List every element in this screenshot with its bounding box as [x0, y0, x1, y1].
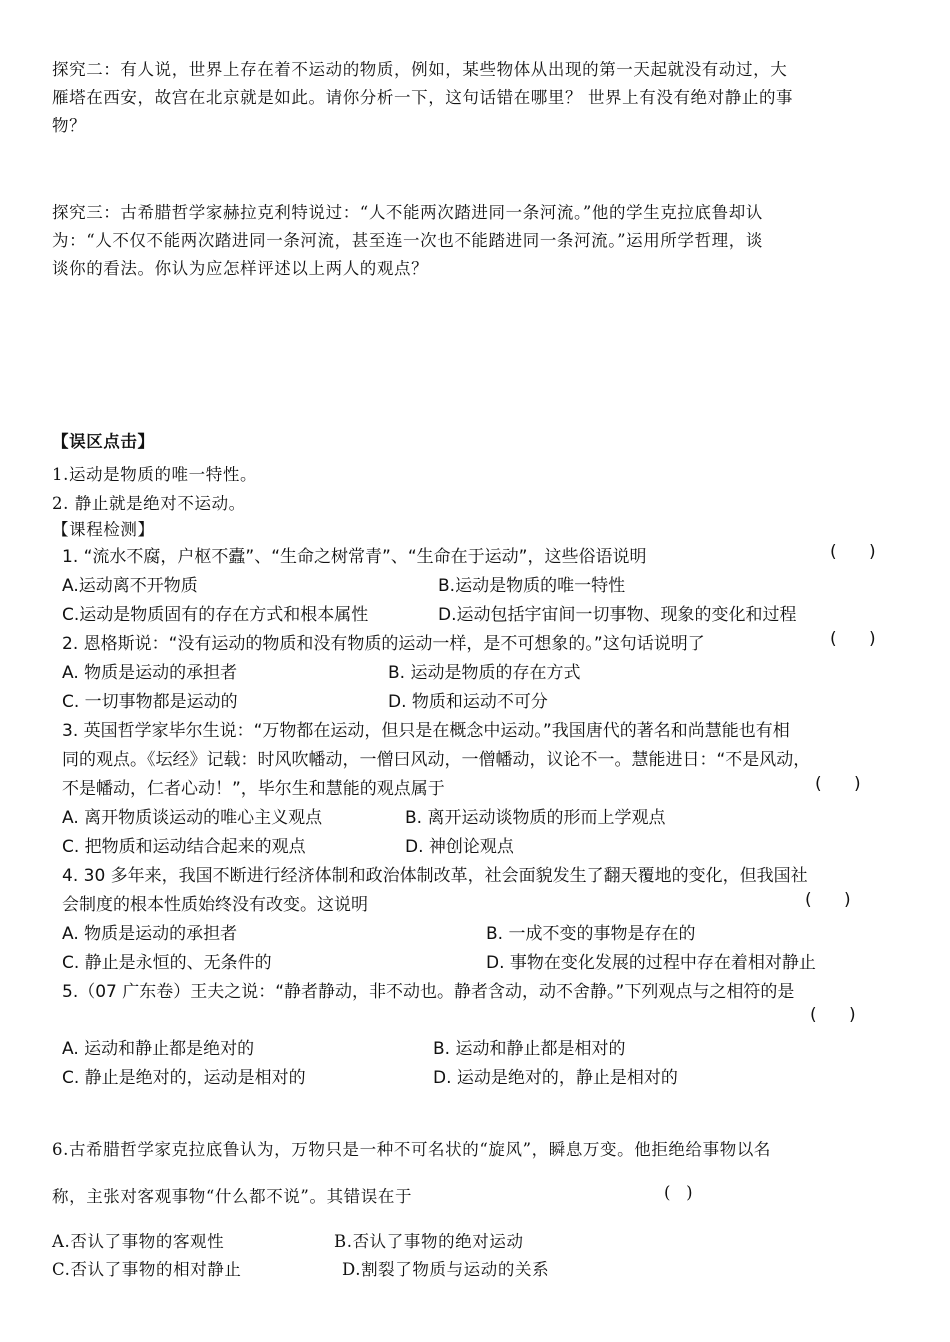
- q4-stem-line-2: 会制度的根本性质始终没有改变。这说明: [62, 895, 368, 915]
- explore-three-line-3: 谈你的看法。你认为应怎样评述以上两人的观点？: [52, 259, 429, 278]
- q4-option-a: A. 物质是运动的承担者: [62, 924, 238, 944]
- q2-stem: 2. 恩格斯说：“没有运动的物质和没有物质的运动一样，是不可想象的。”这句话说明了: [62, 634, 705, 654]
- q3-answer-blank: ( ): [815, 774, 861, 794]
- q2-option-c: C. 一切事物都是运动的: [62, 692, 238, 712]
- q3-option-a: A. 离开物质谈运动的唯心主义观点: [62, 808, 323, 828]
- q6-option-a: A.否认了事物的客观性: [52, 1232, 225, 1251]
- q4-stem-line-1: 4. 30 多年来，我国不断进行经济体制和政治体制改革，社会面貌发生了翻天覆地的变化，但我国社: [62, 866, 808, 886]
- explore-three-line-2: 为：“人不仅不能两次踏进同一条河流，甚至连一次也不能踏进同一条河流。”运用所学哲理，谈: [52, 231, 763, 250]
- q1-stem: 1. “流水不腐，户枢不蠹”、“生命之树常青”、“生命在于运动”，这些俗语说明: [62, 547, 647, 567]
- q1-answer-blank: ( ): [830, 542, 876, 562]
- q3-option-b: B. 离开运动谈物质的形而上学观点: [405, 808, 666, 828]
- q2-answer-blank: ( ): [830, 629, 876, 649]
- q2-option-d: D. 物质和运动不可分: [388, 692, 548, 712]
- q6-option-c: C.否认了事物的相对静止: [52, 1260, 242, 1279]
- q3-option-c: C. 把物质和运动结合起来的观点: [62, 837, 306, 857]
- q1-option-b: B.运动是物质的唯一特性: [438, 576, 626, 596]
- q4-option-c: C. 静止是永恒的、无条件的: [62, 953, 272, 973]
- q3-option-d: D. 神创论观点: [405, 837, 514, 857]
- q6-stem-line-1: 6.古希腊哲学家克拉底鲁认为，万物只是一种不可名状的“旋风”，瞬息万变。他拒绝给事物以名: [52, 1140, 772, 1159]
- q5-stem: 5.（07 广东卷）王夫之说：“静者静动，非不动也。静者含动，动不舍静。”下列观点与之相符的是: [62, 982, 795, 1002]
- q5-answer-blank: ( ): [810, 1005, 856, 1025]
- q6-option-d: D.割裂了物质与运动的关系: [342, 1260, 550, 1279]
- misconceptions-heading: 【误区点击】: [52, 432, 155, 451]
- explore-two-line-1: 探究二：有人说，世界上存在着不运动的物质，例如，某些物体从出现的第一天起就没有动过，大: [52, 60, 788, 79]
- q5-option-c: C. 静止是绝对的，运动是相对的: [62, 1068, 306, 1088]
- q5-option-b: B. 运动和静止都是相对的: [433, 1039, 626, 1059]
- q3-stem-line-1: 3. 英国哲学家毕尔生说：“万物都在运动，但只是在概念中运动。”我国唐代的著名和尚慧能也有相: [62, 721, 790, 741]
- q6-option-b: B.否认了事物的绝对运动: [334, 1232, 524, 1251]
- q4-option-b: B. 一成不变的事物是存在的: [486, 924, 696, 944]
- explore-two-line-3: 物？: [52, 116, 87, 135]
- q6-stem-line-2: 称，主张对客观事物“什么都不说”。其错误在于: [52, 1187, 413, 1206]
- q1-option-c: C.运动是物质固有的存在方式和根本属性: [62, 605, 369, 625]
- q2-option-b: B. 运动是物质的存在方式: [388, 663, 581, 683]
- q5-option-d: D. 运动是绝对的，静止是相对的: [433, 1068, 678, 1088]
- q6-answer-blank: ( ): [664, 1183, 693, 1202]
- explore-three-line-1: 探究三：古希腊哲学家赫拉克利特说过：“人不能两次踏进同一条河流。”他的学生克拉底鲁却认: [52, 203, 763, 222]
- q1-option-d: D.运动包括宇宙间一切事物、现象的变化和过程: [438, 605, 797, 625]
- q4-answer-blank: ( ): [805, 890, 851, 910]
- explore-two-line-2: 雁塔在西安，故宫在北京就是如此。请你分析一下，这句话错在哪里？ 世界上有没有绝对静止的事: [52, 88, 794, 107]
- misconception-item-2: 2. 静止就是绝对不运动。: [52, 494, 246, 513]
- misconception-item-1: 1.运动是物质的唯一特性。: [52, 465, 258, 484]
- q4-option-d: D. 事物在变化发展的过程中存在着相对静止: [486, 953, 816, 973]
- q2-option-a: A. 物质是运动的承担者: [62, 663, 238, 683]
- q1-option-a: A.运动离不开物质: [62, 576, 198, 596]
- q3-stem-line-3: 不是幡动，仁者心动！”，毕尔生和慧能的观点属于: [62, 779, 445, 799]
- quiz-heading: 【课程检测】: [52, 520, 155, 539]
- q3-stem-line-2: 同的观点。《坛经》记载：时风吹幡动，一僧曰风动，一僧幡动，议论不一。慧能进日：“不是风动，: [62, 750, 811, 770]
- q5-option-a: A. 运动和静止都是绝对的: [62, 1039, 255, 1059]
